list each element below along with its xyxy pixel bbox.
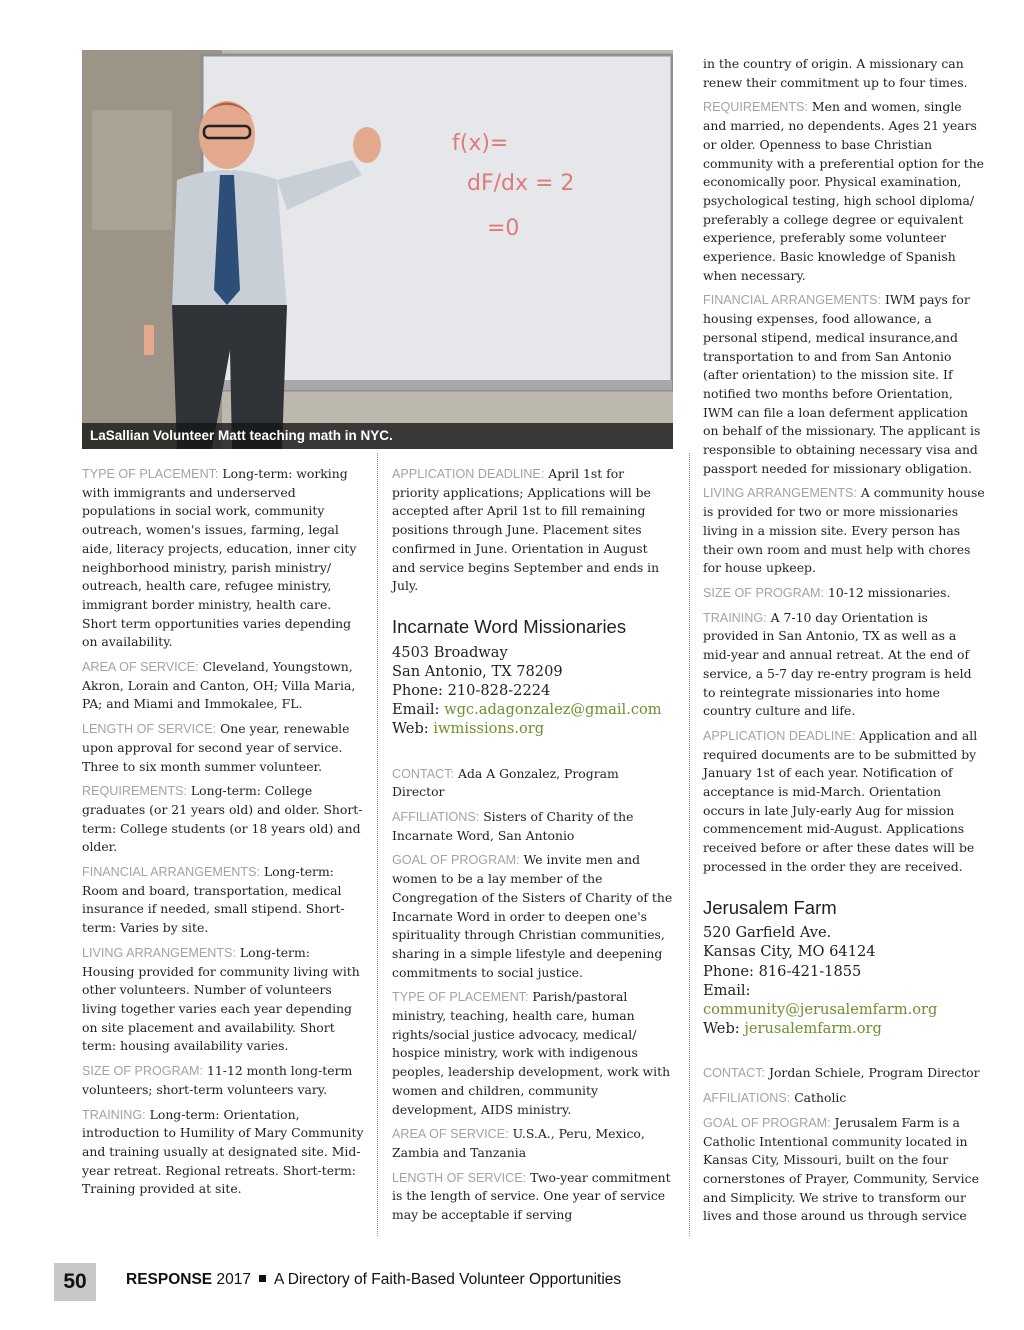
phone: Phone: 816-421-1855 (703, 962, 862, 980)
column-divider (689, 453, 690, 1236)
length-of-service-entry: LENGTH OF SERVICE: One year, renewable upon approval for second year of service. Three to six month summer volunteer. (82, 721, 350, 774)
email: Email: community@jerusalemfarm.org (703, 981, 938, 1019)
size-of-program-entry: SIZE OF PROGRAM: 11-12 month long-term volunteers; short-term volunteers vary. (82, 1063, 353, 1097)
bullet-icon (259, 1275, 266, 1282)
continuation-text: in the country of origin. A missionary can renew their commitment up to four times. (703, 56, 968, 90)
area-of-service-entry: AREA OF SERVICE: Cleveland, Youngstown, Akron, Lorain and Canton, OH; Villa Maria, PA; and Miami and Immokalee, FL. (82, 659, 356, 712)
goal-of-program-entry: GOAL OF PROGRAM: We invite men and women to be a lay member of the Congregation of the Sisters of Charity of the Incarnate Word in order to deepen one's spirituality through Christian communities, sharing in a simple lifestyle and deepening commitments to social justice. (392, 852, 673, 980)
affiliations-entry: AFFILIATIONS: Catholic (703, 1090, 847, 1106)
street: 520 Garfield Ave. (703, 924, 832, 942)
living-arrangements-entry: LIVING ARRANGEMENTS: A community house is provided for two or more missionaries living in a mission site. Every person has their own room and must help with chores for house upkeep. (703, 485, 985, 576)
column-divider (377, 453, 378, 1236)
web: Web: iwmissions.org (392, 720, 545, 738)
financial-arrangements-entry: FINANCIAL ARRANGEMENTS: Long-term: Room and board, transportation, medical insurance if needed, small stipend. Short-term: Varies by site. (82, 864, 345, 936)
contact-entry: CONTACT: Jordan Schiele, Program Director (703, 1065, 980, 1081)
living-arrangements-entry: LIVING ARRANGEMENTS: Long-term: Housing provided for community living with other volunteers. Number of volunteers living together varies each year depending on site placement and availability. Short term: housing availability varies. (82, 944, 360, 1054)
photo-caption: LaSallian Volunteer Matt teaching math in NYC. (82, 423, 673, 449)
org-title-jerusalem-farm: Jerusalem Farm (703, 896, 837, 918)
city: Kansas City, MO 64124 (703, 943, 876, 961)
svg-text:=0: =0 (487, 216, 520, 241)
web-link[interactable]: iwmissions.org (433, 720, 545, 738)
svg-text:f(x)=: f(x)= (452, 131, 509, 156)
city: San Antonio, TX 78209 (392, 662, 563, 680)
phone: Phone: 210-828-2224 (392, 682, 551, 700)
column-1 (82, 465, 364, 1205)
affiliations-entry: AFFILIATIONS: Sisters of Charity of the Incarnate Word, San Antonio (392, 809, 634, 843)
column-2 (392, 465, 674, 1231)
footer-year: 2017 (216, 1271, 251, 1288)
org-address (703, 923, 985, 1038)
requirements-entry: REQUIREMENTS: Men and women, single and married, no dependents. Ages 21 years or older. Openness to base Christian community with a preferential option for the economically poor. Physical examination, psychological testing, high school diploma/ preferably a college degree or equivalent experience, preferably some volunteer experience. Basic knowledge of Spanish when necessary. (703, 99, 985, 283)
requirements-entry: REQUIREMENTS: Long-term: College graduates (or 21 years old) and older. Short-term: College students (or 18 years old) and older. (82, 783, 363, 855)
length-of-service-entry: LENGTH OF SERVICE: Two-year commitment is the length of service. One year of service may be acceptable if serving (392, 1169, 671, 1223)
footer-brand: RESPONSE (126, 1271, 213, 1288)
email-link[interactable]: community@jerusalemfarm.org (703, 1001, 938, 1019)
training-entry: TRAINING: A 7-10 day Orientation is provided in San Antonio, TX as well as a mid-year and annual retreat. At the end of service, a 5-7 day re-entry program is held to reintegrate missionaries into home country culture and life. (703, 609, 972, 719)
org-title-incarnate-word: Incarnate Word Missionaries (392, 615, 627, 637)
contact-entry: CONTACT: Ada A Gonzalez, Program Director (392, 765, 619, 800)
street: 4503 Broadway (392, 643, 508, 661)
svg-text:dF/dx = 2: dF/dx = 2 (467, 171, 575, 196)
footer-subtitle: A Directory of Faith-Based Volunteer Opportunities (273, 1271, 622, 1288)
application-deadline-entry: APPLICATION DEADLINE: Application and all required documents are to be submitted by January 1st of each year. Notification of acceptance is mid-March. Orientation occurs in late July-early Aug for mission commencement mid-August. Applications received before or after these dates will be processed in the order they are received. (703, 727, 978, 874)
classroom-photo-illustration (82, 50, 673, 449)
column-3 (703, 55, 985, 1232)
email-link[interactable]: wgc.adagonzalez@gmail.com (444, 701, 662, 719)
training-entry: TRAINING: Long-term: Orientation, introduction to Humility of Mary Community and training usually at designated site. Mid-year retreat. Regional retreats. Short-term: Training provided at site. (82, 1106, 364, 1197)
type-of-placement-entry: TYPE OF PLACEMENT: Long-term: working with immigrants and underserved populations in social work, community outreach, women's issues, farming, legal aide, literacy projects, education, inner city neighborhood ministry, parish ministry/ outreach, health care, refugee ministry, immigrant border ministry, health care. Short term opportunities varies depending on availability. (82, 466, 357, 650)
article-photo (82, 50, 673, 449)
application-deadline-entry: APPLICATION DEADLINE: April 1st for priority applications; Applications will be accepted after April 1st to fill remaining positions through June. Placement sites confirmed in June. Orientation in August and service begins September and ends in July. (392, 466, 660, 594)
size-of-program-entry: SIZE OF PROGRAM: 10-12 missionaries. (703, 584, 951, 600)
org-address (392, 643, 674, 739)
footer-title (126, 1271, 621, 1289)
goal-of-program-entry: GOAL OF PROGRAM: Jerusalem Farm is a Catholic Intentional community located in Kansas City, Missouri, built on the four cornerstones of Prayer, Community, Service and Simplicity. We strive to transform our lives and those around us through service (703, 1114, 979, 1224)
area-of-service-entry: AREA OF SERVICE: U.S.A., Peru, Mexico, Zambia and Tanzania (392, 1126, 645, 1160)
web-link[interactable]: jerusalemfarm.org (744, 1020, 882, 1038)
page-number: 50 (54, 1263, 96, 1301)
financial-arrangements-entry: FINANCIAL ARRANGEMENTS: IWM pays for housing expenses, food allowance, a personal stipend, medical insurance,and transportation to and from San Antonio (after orientation) to the mission site. If notified two months before Orientation, IWM can file a loan deferment application on behalf of the missionary. The applicant is responsible to obtaining necessary visa and passport needed for missionary obligation. (703, 292, 981, 476)
web: Web: jerusalemfarm.org (703, 1020, 882, 1038)
email: Email: wgc.adagonzalez@gmail.com (392, 701, 662, 719)
type-of-placement-entry: TYPE OF PLACEMENT: Parish/pastoral ministry, teaching, health care, human rights/social justice advocacy, medical/ hospice ministry, work with indigenous peoples, leadership development, work with women and children, community development, AIDS ministry. (392, 989, 671, 1117)
